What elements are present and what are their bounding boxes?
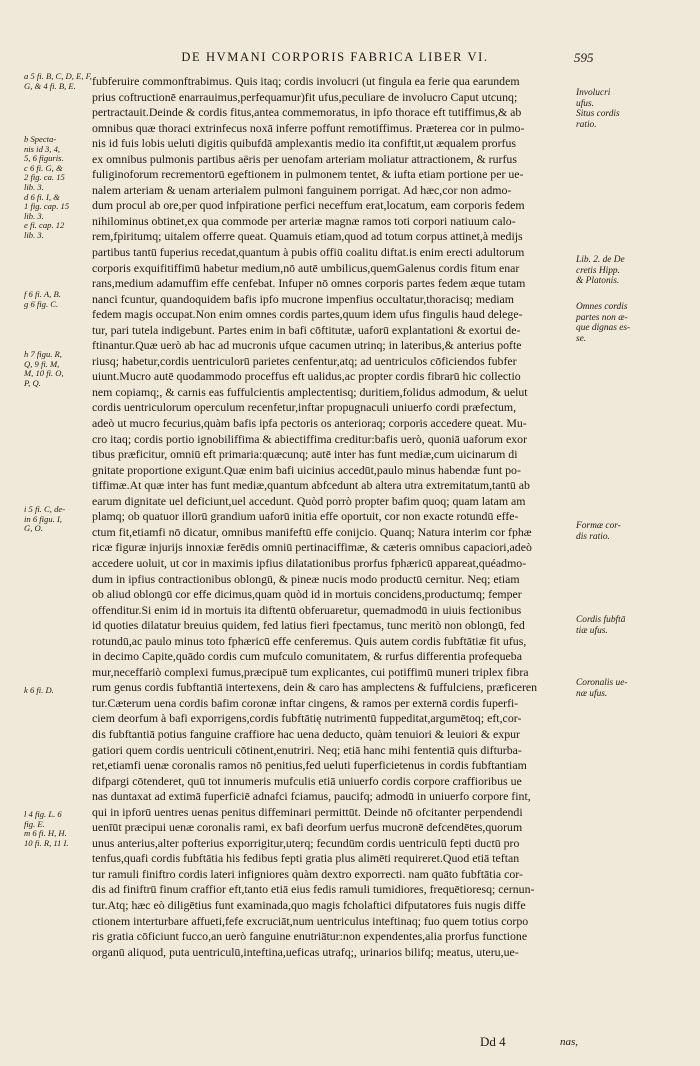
text-line: mur,neceffariò complexi fumus,præcipuē tum explicantes, cui potiffimū muneri triplex fibra xyxy=(92,664,529,679)
text-line: nis id fuis lobis ueluti digitis quibufdā amplexantis medio ita confiftit,ut æqualem prorfus xyxy=(92,136,517,151)
text-line: ret,etiamfi uenæ coronalis ramos nō penitius,fed ueluti fuperficietenus in cordis fubftantiam xyxy=(92,758,527,773)
text-line: partibus tantū fuperius recedat,quantum à pubis offiū coalitu diftat.is enim erecti adultorum xyxy=(92,245,525,260)
text-line: ob aliud oblongū cor effe dicimus,quam quòd id in mortuis concidens,productumq; femper xyxy=(92,587,522,602)
text-line: nem copiamq;, & carnis eas fuffulcientis amplectentisq; duritiem,folidus admodum, & uelut xyxy=(92,384,528,399)
text-line: prius coftructionē enarrauimus,perfequamur)fit ufus,peculiare de involucro Caput utcunq; xyxy=(92,89,518,104)
text-line: ricæ figuræ injurijs innoxiæ ferēdis omniū pertinaciffimæ, & cæteris omnibus capaciori,adeò xyxy=(92,540,532,555)
page-number: 595 xyxy=(574,50,594,65)
right-margin-note: Cordis fubftā tiæ ufus. xyxy=(576,615,626,636)
text-line: ctionem interturbare affueti,fefe excruciāt,num uentriculus inteftinaq; fuo quem totius corpo xyxy=(92,913,529,928)
text-line: ex omnibus pulmonis partibus aëris per uenofam arteriam moliatur attractionem, & rurfus xyxy=(92,151,517,166)
text-line: dis ad finiftrū finum craffior eft,tanto etiā eius fedis ramuli tumidiores, frequētioresq; cernun- xyxy=(92,882,535,897)
text-line: nalem arteriam & uenam arterialem pulmoni fanguinem porrigat. Ad hæc,cor non admo- xyxy=(92,182,512,197)
catchword: nas, xyxy=(560,1036,579,1048)
text-line: accedere uoluit, ut cor in maximis ipfius dilatationibus prorfus fphæricū appareat,quéadmo- xyxy=(92,555,527,570)
text-line: tiffimæ.At quæ inter has funt mediæ,quantum abfcedunt ab altera utra extremitatum,tantū ab xyxy=(92,478,530,493)
left-margin-note: a 5 fi. B, C, D, E, F, G, & 4 fi. B, E. xyxy=(24,71,92,91)
text-line: fedem magis occupat.Non enim omnes cordis partes,quum idem ufus fingulis haud delege- xyxy=(92,307,523,322)
text-line: qui in ipforū uentres uenas penitus diffeminari permittūt. Deinde nō ofcitanter perpendendi xyxy=(92,804,523,819)
text-line: tibus præficitur, omniū eft primaria:quæcunq; autē inter has funt mediæ,cum uicinarum di xyxy=(92,447,518,462)
left-margin-note: b Specta- nis id 3, 4, 5, 6 figuris. c 6 fi. G, & 2 fig. ca. 15 lib. 3. d 6 fi. I, & 1 fig. cap. 15 lib. 3. e fi. cap. 12 lib. 3. xyxy=(24,134,70,240)
text-line: omnibus quæ thoraci extrinfecus noxā inferre poffunt remotiffimus. Præterea cor in pulmo- xyxy=(92,120,525,135)
text-line: fubferuire commonftrabimus. Quis itaq; cordis involucri (ut fingula ea ferie qua earundem xyxy=(92,74,520,88)
text-line: corporis exquifitiffimū habetur medium,nō autē umbilicus,quemGalenus cordis fitum enar xyxy=(92,260,520,275)
right-margin-note: Formæ cor- dis ratio. xyxy=(576,521,621,542)
text-line: dum in ipfius contractionibus oblongū, & pineæ nucis modo productū cernitur. Neq; etiam xyxy=(92,571,520,586)
text-line: in decimo Capite,quādo cordis cum mufculo comunitatem, & rurfus differentia profequeba xyxy=(92,649,522,664)
text-line: adeò ut mucro fecurius,quàm bafis ipfa pectoris os anterioraq; corporis accedere queat. Mu- xyxy=(92,416,527,431)
text-line: ctum fit,etiamfi nō dicatur, omnibus manifeftū effe conijcio. Quanq; Natura interim cor fphæ xyxy=(92,524,532,539)
left-margin-note: k 6 fi. D. xyxy=(24,685,54,695)
main-text-column xyxy=(92,74,570,960)
text-line: rem,fpiritumq; uitalem offerre queat. Quamuis etiam,quod ad totum corpus attinet,à medijs xyxy=(92,229,523,244)
text-line: gnitate proportione exigunt.Quæ enim bafi uicinius accedūt,paulo minus habendæ funt po- xyxy=(92,462,521,477)
text-line: tur ramuli finiftro cordis lateri infigniores quàm dextro exporrecti. nam quāto fubftātia cor- xyxy=(92,866,523,881)
text-line: nihilominus obtinet,ex qua commode per arteriæ magnæ ramos toti corpori natiuum calo- xyxy=(92,213,516,228)
text-line: riusq; habetur,cordis uentriculorū parietes cenfentur,atq; ad uentriculos cōficiendos fubfer xyxy=(92,353,517,368)
running-title: DE HVMANI CORPORIS FABRICA LIBER VI. xyxy=(181,50,489,64)
text-line: tur.Atq; hæc eò diligētius funt examinada,quo magis fcholaftici difputatores fuis nugis diffe xyxy=(92,897,526,912)
text-line: dum procul ab ore,per quod infpiratione perfici neceffum erat,locatum, eam corporis fedem xyxy=(92,198,525,213)
text-line: ftinantur.Quæ uerò ab hac ad mucronis ufque cacumen utrinq; in lateribus,& anterius pofte xyxy=(92,338,522,353)
text-line: uenīūt præcipui uenæ coronalis rami, ex bafi deorfum uerfus mucronē defcendētes,quorum xyxy=(92,820,523,835)
text-line: nas duntaxat ad extimā fuperficiē adnafci fciamus, paucifq; admodū in uniuerfo corpore fint, xyxy=(92,789,531,804)
right-margin-note: Lib. 2. de De cretis Hipp. & Platonis. xyxy=(576,255,625,287)
right-margin-note: Omnes cordis partes non æ- que dignas es- se. xyxy=(576,302,631,344)
text-line: tenfus,quafi cordis fubftātia his fedibus fepti gratia plus alimēti requireret.Quod etiā teftan xyxy=(92,851,520,866)
left-margin-note: i 5 fi. C, de- in 6 figu. I, G, O. xyxy=(24,504,66,534)
text-line: organū aliquod, puta uentriculū,inteftina,ueficas utrafq;, urinarios bilifq; meatus, uteru,ue- xyxy=(92,944,519,959)
text-line: cro itaq; cordis portio ignobiliffima & abiectiffima creditur:bafis uerò, quoniā uaforum exor xyxy=(92,431,528,446)
text-line: nanci fcuntur, quandoquidem bafis ipfo mucrone impenfius occultatur,thoracisq; mediam xyxy=(92,291,515,306)
text-line: offenditur.Si enim id in mortuis ita diftentū obferuaretur, quemadmodū in uiuis fectionibus xyxy=(92,602,522,617)
text-line: tur, pari tutela indigebunt. Partes enim in bafi cōftitutæ, uaforū explantationi & exortui de- xyxy=(92,322,521,337)
text-line: gatiori quem cordis uentriculi cōtinent,enutriri. Neq; etiā hanc mihi fententiā quis difturba- xyxy=(92,742,522,757)
text-line: id quoties dilatatur breuius quidem, fed latius fieri fpectamus, tunc meritò non oblongū, fed xyxy=(92,618,525,633)
text-line: plamq; ob quatuor illorū grandium uaforū initia effe oportuit, cor non exacte rotundū effe- xyxy=(92,509,519,524)
text-line: earum dignitate uel deficiunt,uel accedunt. Quòd porrò propter bafim quoq; quam latam am xyxy=(92,493,526,508)
left-margin-note: l 4 fig. L. 6 fig. E. m 6 fi. H, H. 10 fi. R, 11 I. xyxy=(24,809,69,848)
text-line: cordis uentriculorum operculum recenfetur,inftar propugnaculi uniuerfo cordi præfectum, xyxy=(92,400,517,415)
text-line: difpargi cōtenderet, quū tot innumeris mufculis etiā uniuerfo cordis corpore craffioribus ue xyxy=(92,773,522,788)
signature-mark: Dd 4 xyxy=(480,1034,506,1049)
left-margin-note: f 6 fi. A, B. g 6 fig. C. xyxy=(24,289,61,309)
text-line: tur.Cæterum uena cordis bafim coronæ inftar cingens, & ramos per externā cordis fuperfi- xyxy=(92,695,519,710)
text-line: uiunt.Mucro autē quodammodo proceffus eft ualidus,ac propter cordis fibrarū hic collectio xyxy=(92,369,521,384)
text-line: ris gratia cōficiunt fucco,an uerò fanguine enutriātur:non expendentes,alia prorfus functione xyxy=(92,929,528,944)
right-margin-note: Coronalis ue- næ ufus. xyxy=(576,678,628,699)
text-line: rotundū,ac paulo minus toto fphæricū effe cenferemus. Quis autem cordis fubftātiæ fit ufus, xyxy=(92,633,527,648)
text-line: pertractauit.Deinde & cordis fitus,antea commemoratus, in ipfo thorace eft tutiffimus,& ab xyxy=(92,105,522,120)
text-line: ciem deorfum à bafi exporrigens,cordis fubftātię nutrimentū fuppeditat,argumētoq; eft,cor- xyxy=(92,711,522,726)
text-line: rum genus cordis fubftantiā intertexens, dein & caro has amplectens & fuffulciens, præficeren xyxy=(92,680,538,695)
text-line: rans,medium adamuffim effe cenfebat. Infuper nō omnes corporis partes fedem æque tutam xyxy=(92,276,526,291)
text-line: unus anterius,alter pofterius exporrigitur,uterq; fecundūm cordis uentriculū fepti ductū pro xyxy=(92,835,520,850)
right-margin-note: Involucri ufus. Situs cordis ratio. xyxy=(576,88,620,130)
left-margin-note: h 7 figu. R, Q, 9 fi. M, M, 10 fi. O, P, Q. xyxy=(24,349,64,388)
text-line: dis fubftantiā potius fanguine craffiore hac uena deducto, quàm tenuiori & leuiori & expur xyxy=(92,726,520,741)
text-line: fuliginoforum recrementorū egeftionem in pulmonem tentet, & iufta etiam portione per ue- xyxy=(92,167,524,182)
